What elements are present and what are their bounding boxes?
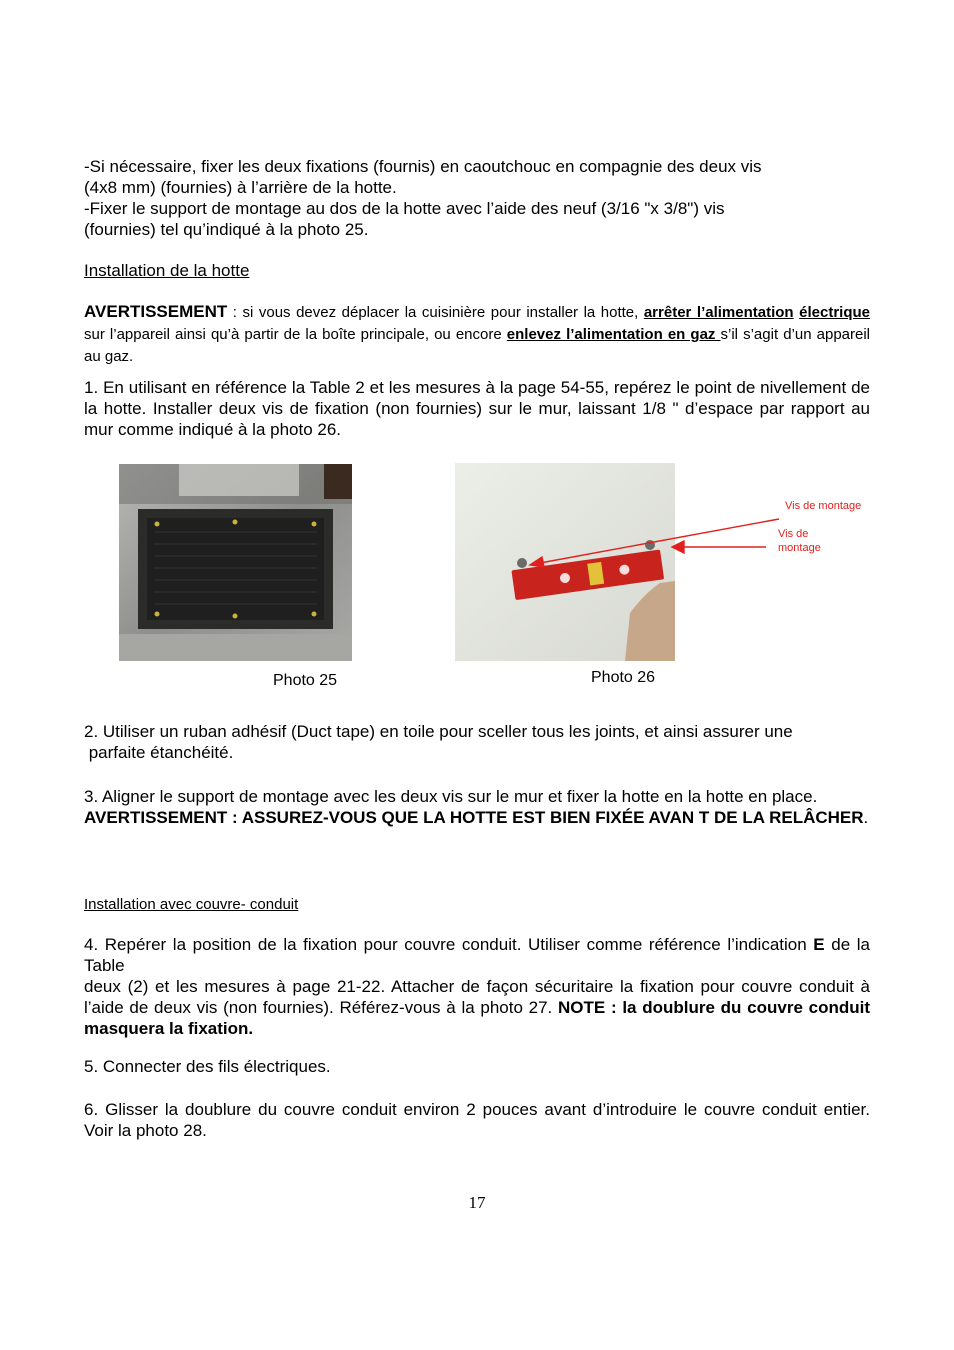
intro-line: (fournies) tel qu’indiqué à la photo 25. — [84, 220, 369, 239]
page-number: 17 — [468, 1193, 486, 1212]
step-2 — [84, 721, 870, 763]
step-3-text: 3. Aligner le support de montage avec les deux vis sur le mur et fixer la hotte en la hotte en place. — [84, 787, 818, 806]
step-4-text: de la Table — [84, 935, 870, 975]
step-4-bold: E — [813, 935, 825, 954]
warning-bold: enlevez l’alimentation en gaz — [506, 326, 721, 343]
warning-bold: arrêter l’alimentation — [643, 304, 794, 321]
step-4 — [84, 934, 870, 1039]
annotation-line: montage — [778, 542, 821, 554]
step-2-line: parfaite étanchéité. — [84, 743, 234, 762]
warning-text: sur l’appareil ainsi qu’à partir de la boîte principale, ou encore — [84, 326, 507, 343]
step-5: 5. Connecter des fils électriques. — [84, 1057, 331, 1076]
step-4-bold: NOTE : la doublure du couvre conduit masquera la fixation. — [84, 998, 871, 1038]
step-6: 6. Glisser la doublure du couvre conduit environ 2 pouces avant d’introduire le couvre conduit entier. Voir la photo 28. — [84, 1100, 870, 1140]
warning-label: AVERTISSEMENT — [84, 302, 228, 321]
heading-install-hood: Installation de la hotte — [84, 261, 250, 280]
warning-2 — [84, 807, 870, 829]
warning-2-text: AVERTISSEMENT : ASSUREZ-VOUS QUE LA HOTTE EST BIEN FIXÉE AVAN T DE LA RELÂCHER — [84, 808, 864, 827]
annotation-line: Vis de — [778, 528, 809, 540]
step-4-line — [84, 976, 870, 1039]
intro-line: -Fixer le support de montage au dos de la hotte avec l’aide des neuf (3/16 "x 3/8") vis — [84, 199, 725, 218]
step-4-line — [84, 934, 870, 976]
heading-install-cover: Installation avec couvre- conduit — [84, 896, 299, 913]
warning-2-end: . — [863, 808, 869, 827]
step-2-line: 2. Utiliser un ruban adhésif (Duct tape) en toile pour sceller tous les joints, et ainsi assurer une — [84, 722, 793, 741]
warning-text: s’il s’agit d’un appareil au gaz. — [84, 326, 871, 365]
warning-bold: électrique — [799, 304, 870, 321]
step-1: 1. En utilisant en référence la Table 2 et les mesures à la page 54-55, repérez le point de nivellement de la hotte. Installer deux vis de fixation (non fournies) sur le mur, laissant 1/8 " d’espace par rapport au mur comme indiqué à la photo 26. — [84, 378, 870, 439]
photo-26-caption: Photo 26 — [591, 669, 656, 686]
warning-text: : si vous devez déplacer la cuisinière pour installer la hotte, — [227, 304, 644, 321]
step-4-text: 4. Repérer la position de la fixation pour couvre conduit. Utiliser comme référence l’indication — [84, 935, 814, 954]
intro-line: (4x8 mm) (fournies) à l’arrière de la hotte. — [84, 178, 397, 197]
photo-25-caption: Photo 25 — [273, 672, 338, 689]
step-3 — [84, 786, 870, 829]
annotation-screw-2 — [778, 527, 821, 555]
intro-line: -Si nécessaire, fixer les deux fixations (fournis) en caoutchouc en compagnie des deux vis — [84, 157, 762, 176]
step-4-text: deux (2) et les mesures à page 21-22. Attacher de façon sécuritaire la fixation pour couvre conduit à l’aide de deux vis (non fournies). Référez-vous à la photo 27. — [84, 977, 870, 1017]
annotation-screw-1: Vis de montage — [785, 500, 862, 512]
